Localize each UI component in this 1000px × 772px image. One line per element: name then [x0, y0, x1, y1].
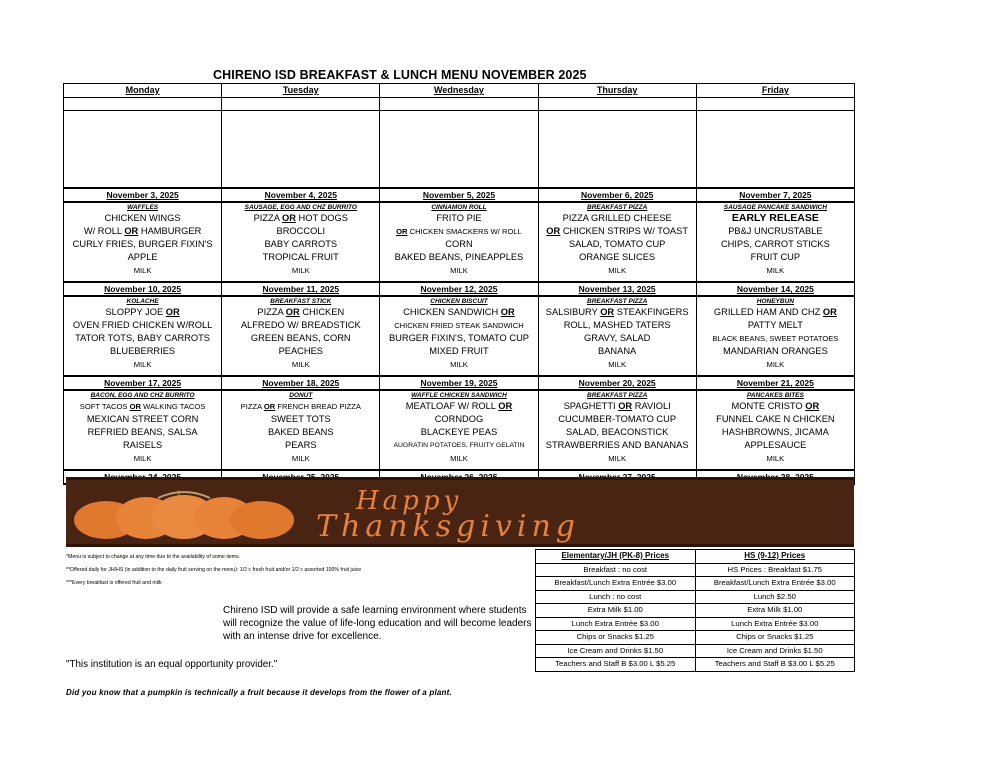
footnote-3: ***Every breakfast is offered fruit and milk	[66, 580, 162, 586]
lunch-item-text: GRILLED HAM AND CHZ	[713, 307, 823, 317]
or-label: OR	[546, 226, 561, 236]
lunch-item-text: BROCCOLI	[276, 226, 326, 236]
price-cell: Teachers and Staff B $3.00 L $5.25	[695, 658, 855, 672]
lunch-item	[380, 426, 537, 439]
prices-header: HS (9-12) Prices	[695, 550, 855, 564]
blank-cell	[222, 111, 380, 189]
lunch-item-text: SALSIBURY	[545, 307, 601, 317]
lunch-item-text: WALKING TACOS	[140, 402, 206, 411]
or-label: OR	[498, 401, 513, 411]
or-label: OR	[285, 307, 300, 317]
breakfast-item: DONUT	[289, 392, 313, 399]
date-cell: November 18, 2025	[222, 376, 380, 390]
date-cell: November 19, 2025	[380, 376, 538, 390]
menu-cell	[538, 202, 696, 282]
lunch-item	[697, 358, 854, 371]
date-row	[64, 282, 855, 296]
blank-row	[64, 98, 855, 111]
menu-items-row	[64, 202, 855, 282]
price-row	[536, 631, 855, 645]
price-cell: Chips or Snacks $1.25	[695, 631, 855, 645]
lunch-item-text: MILK	[450, 454, 468, 463]
price-cell: Ice Cream and Drinks $1.50	[695, 644, 855, 658]
menu-cell	[696, 202, 854, 282]
lunch-item-text: APPLE	[127, 252, 158, 262]
lunch-item-text: FRITO PIE	[436, 213, 482, 223]
menu-cell	[696, 390, 854, 470]
lunch-item	[64, 452, 221, 465]
lunch-item	[697, 400, 854, 413]
or-label: OR	[822, 307, 837, 317]
lunch-item-text: PIZZA GRILLED CHEESE	[562, 213, 672, 223]
price-row	[536, 590, 855, 604]
lunch-item-text: ORANGE SLICES	[579, 252, 656, 262]
or-label: OR	[165, 307, 180, 317]
blank-cell	[64, 111, 222, 189]
menu-table	[63, 83, 855, 485]
menu-cell	[222, 296, 380, 376]
menu-title: CHIRENO ISD BREAKFAST & LUNCH MENU NOVEMBER 2025	[213, 68, 587, 82]
lunch-item	[539, 306, 696, 319]
date-row	[64, 188, 855, 202]
blank-cell	[380, 98, 538, 111]
lunch-item	[697, 251, 854, 264]
lunch-item-text: PEARS	[285, 440, 317, 450]
lunch-item-text: MILK	[608, 266, 627, 275]
lunch-item	[697, 319, 854, 332]
lunch-item	[64, 358, 221, 371]
blank-cell	[696, 98, 854, 111]
lunch-item-text: CORN	[445, 239, 473, 249]
breakfast-item: BREAKFAST PIZZA	[587, 392, 648, 399]
date-cell: November 21, 2025	[696, 376, 854, 390]
day-header-monday: Monday	[64, 84, 222, 98]
banner-line1: Happy	[356, 486, 463, 516]
lunch-item-text: BLACK BEANS, SWEET POTATOES	[712, 334, 839, 343]
breakfast-item: HONEYBUN	[756, 298, 794, 305]
lunch-item-text: PEACHES	[278, 346, 323, 356]
lunch-item	[222, 426, 379, 439]
lunch-item-text: CHICKEN SMACKERS W/ ROLL	[407, 227, 522, 236]
lunch-item-text: BURGER FIXIN'S, TOMATO CUP	[388, 333, 529, 343]
lunch-item	[697, 264, 854, 277]
footnote-2: **Offered daily for JH/HS (in addition to the daily fruit serving on the menu): 1/2 c fresh fruit and/or 1/2 c assorted 100% fruit juice	[66, 567, 362, 573]
lunch-item-text: MANDARIAN ORANGES	[722, 346, 828, 356]
lunch-item-text: PIZZA	[253, 213, 283, 223]
lunch-item	[222, 319, 379, 332]
price-cell: Lunch : no cost	[536, 590, 696, 604]
price-cell: Breakfast : no cost	[536, 563, 696, 577]
lunch-item	[380, 358, 537, 371]
menu-cell	[538, 390, 696, 470]
lunch-item-text: CHICKEN FRIED STEAK SANDWICH	[394, 321, 524, 330]
lunch-item-text: GREEN BEANS, CORN	[250, 333, 351, 343]
date-cell: November 7, 2025	[696, 188, 854, 202]
date-cell: November 14, 2025	[696, 282, 854, 296]
lunch-item-text: CHICKEN WINGS	[104, 213, 181, 223]
breakfast-item: BREAKFAST STICK	[270, 298, 332, 305]
blank-cell	[222, 98, 380, 111]
lunch-item	[64, 345, 221, 358]
lunch-item-text: MILK	[766, 360, 785, 369]
lunch-item-text: MILK	[450, 360, 468, 369]
lunch-item-text: BANANA	[598, 346, 637, 356]
lunch-item-text: CHICKEN SANDWICH	[403, 307, 501, 317]
lunch-item-text: TATOR TOTS, BABY CARROTS	[75, 333, 211, 343]
price-row	[536, 604, 855, 618]
breakfast-item: PANCAKES BITES	[746, 392, 804, 399]
footnotes	[66, 551, 361, 590]
price-row	[536, 577, 855, 591]
or-label: OR	[124, 226, 139, 236]
lunch-item-text: HAMBURGER	[138, 226, 202, 236]
or-label: OR	[129, 402, 141, 411]
blank-cell	[380, 111, 538, 189]
price-cell: Teachers and Staff B $3.00 L $5.25	[536, 658, 696, 672]
lunch-item-text: CURLY FRIES, BURGER FIXIN'S	[72, 239, 213, 249]
price-row	[536, 563, 855, 577]
price-cell: Lunch Extra Entrée $3.00	[536, 617, 696, 631]
price-cell: Extra Milk $1.00	[536, 604, 696, 618]
lunch-item	[64, 426, 221, 439]
lunch-item-text: SOFT TACOS	[79, 402, 130, 411]
lunch-item	[222, 264, 379, 277]
lunch-item	[380, 319, 537, 332]
lunch-item	[64, 413, 221, 426]
lunch-item	[222, 212, 379, 225]
menu-cell	[696, 296, 854, 376]
lunch-item	[697, 332, 854, 345]
price-cell: HS Prices : Breakfast $1.75	[695, 563, 855, 577]
or-label: OR	[618, 401, 633, 411]
lunch-item	[64, 225, 221, 238]
blank-cell	[538, 111, 696, 189]
lunch-item	[380, 212, 537, 225]
price-cell: Chips or Snacks $1.25	[536, 631, 696, 645]
lunch-item-text: STEAKFINGERS	[614, 307, 689, 317]
or-label: OR	[282, 213, 296, 223]
lunch-item	[64, 238, 221, 251]
lunch-item-text: STRAWBERRIES AND BANANAS	[545, 440, 689, 450]
lunch-item	[697, 439, 854, 452]
lunch-item-text: MILK	[291, 266, 310, 275]
breakfast-item: CHICKEN BISCUIT	[430, 298, 488, 305]
lunch-item	[380, 413, 537, 426]
lunch-item	[539, 452, 696, 465]
lunch-item-text: MILK	[766, 454, 785, 463]
lunch-item-text: CHICKEN STRIPS W/ TOAST	[560, 226, 689, 236]
lunch-item-text: MIXED FRUIT	[429, 346, 489, 356]
date-cell: November 6, 2025	[538, 188, 696, 202]
menu-cell	[222, 390, 380, 470]
breakfast-item: CINNAMON ROLL	[431, 204, 487, 211]
lunch-item	[539, 251, 696, 264]
menu-cell	[380, 390, 538, 470]
breakfast-item: BACON, EGG AND CHZ BURRITO	[90, 392, 195, 399]
lunch-item	[539, 345, 696, 358]
price-row	[536, 644, 855, 658]
lunch-item	[64, 251, 221, 264]
date-cell: November 20, 2025	[538, 376, 696, 390]
blank-cell	[696, 111, 854, 189]
day-header-row	[64, 84, 855, 98]
lunch-item-text: MILK	[766, 266, 785, 275]
price-row	[536, 658, 855, 672]
lunch-item-text: RAISELS	[122, 440, 163, 450]
breakfast-item: SAUSAGE, EGG AND CHZ BURRITO	[244, 204, 357, 211]
lunch-item	[539, 319, 696, 332]
lunch-item	[222, 452, 379, 465]
lunch-item	[697, 413, 854, 426]
lunch-item	[539, 212, 696, 225]
lunch-item-text: GRAVY, SALAD	[584, 333, 651, 343]
day-header-friday: Friday	[696, 84, 854, 98]
lunch-item	[539, 225, 696, 238]
lunch-item	[64, 332, 221, 345]
lunch-item-text: PIZZA	[240, 402, 264, 411]
lunch-item-text: CORNDOG	[434, 414, 484, 424]
lunch-item	[64, 212, 221, 225]
lunch-item-text: W/ ROLL	[83, 226, 125, 236]
lunch-item-text: HOT DOGS	[295, 213, 348, 223]
day-header-tuesday: Tuesday	[222, 84, 380, 98]
lunch-item	[64, 439, 221, 452]
date-cell: November 4, 2025	[222, 188, 380, 202]
lunch-item-text: BAKED BEANS, PINEAPPLES	[394, 252, 524, 262]
or-label: OR	[396, 227, 408, 236]
equal-opportunity-statement: "This institution is an equal opportunity provider."	[66, 659, 278, 670]
date-cell: November 11, 2025	[222, 282, 380, 296]
lunch-item-text: MILK	[450, 266, 468, 275]
lunch-item-text: FRUIT CUP	[750, 252, 801, 262]
day-header-wednesday: Wednesday	[380, 84, 538, 98]
menu-cell	[64, 296, 222, 376]
lunch-item	[697, 426, 854, 439]
lunch-item-text: SPAGHETTI	[563, 401, 619, 411]
lunch-item-text: SWEET TOTS	[270, 414, 331, 424]
lunch-item-text: MILK	[608, 360, 627, 369]
lunch-item	[380, 400, 537, 413]
lunch-item	[380, 439, 537, 452]
lunch-item-text: FUNNEL CAKE N CHICKEN	[716, 414, 835, 424]
lunch-item	[222, 439, 379, 452]
or-label: OR	[805, 401, 820, 411]
breakfast-item: BREAKFAST PIZZA	[587, 204, 648, 211]
lunch-item-text: RAVIOLI	[632, 401, 671, 411]
menu-cell	[380, 296, 538, 376]
lunch-item-text: MILK	[608, 454, 627, 463]
lunch-item-text: SALAD, BEACONSTICK	[566, 427, 669, 437]
lunch-item-text: CHIPS, CARROT STICKS	[720, 239, 830, 249]
lunch-item	[539, 413, 696, 426]
lunch-item-text: OVEN FRIED CHICKEN W/ROLL	[72, 320, 213, 330]
lunch-item-text: TROPICAL FRUIT	[262, 252, 339, 262]
menu-cell	[64, 202, 222, 282]
breakfast-item: WAFFLE CHICKEN SANDWICH	[411, 392, 507, 399]
breakfast-item: SAUSAGE PANCAKE SANDWICH	[723, 204, 827, 211]
prices-header-row	[536, 550, 855, 564]
or-label: OR	[263, 402, 276, 411]
lunch-item	[697, 238, 854, 251]
or-label: OR	[600, 307, 615, 317]
menu-cell	[538, 296, 696, 376]
lunch-item-text: PB&J UNCRUSTABLE	[728, 226, 823, 236]
lunch-item-text: SALAD, TOMATO CUP	[568, 239, 666, 249]
menu-items-row	[64, 390, 855, 470]
lunch-item	[222, 400, 379, 413]
lunch-item	[380, 345, 537, 358]
menu-cell	[64, 390, 222, 470]
lunch-item	[380, 452, 537, 465]
blank-cell	[64, 98, 222, 111]
breakfast-item: BREAKFAST PIZZA	[587, 298, 648, 305]
date-cell: November 13, 2025	[538, 282, 696, 296]
lunch-item	[539, 439, 696, 452]
lunch-item	[380, 306, 537, 319]
price-cell: Breakfast/Lunch Extra Entrée $3.00	[536, 577, 696, 591]
lunch-item-text: REFRIED BEANS, SALSA	[87, 427, 198, 437]
lunch-item	[64, 319, 221, 332]
lunch-item-text: MEXICAN STREET CORN	[86, 414, 199, 424]
price-cell: Extra Milk $1.00	[695, 604, 855, 618]
breakfast-item: KOLACHE	[126, 298, 159, 305]
lunch-item	[64, 264, 221, 277]
lunch-item	[539, 358, 696, 371]
lunch-item	[222, 413, 379, 426]
pumpkin-icon	[74, 490, 294, 539]
lunch-item	[697, 212, 854, 225]
lunch-item	[380, 238, 537, 251]
lunch-item	[64, 400, 221, 413]
thanksgiving-banner	[66, 477, 854, 547]
fun-fact: Did you know that a pumpkin is technically a fruit because it develops from the flower of a plant.	[66, 688, 452, 697]
lunch-item	[539, 426, 696, 439]
date-row	[64, 376, 855, 390]
lunch-item-text: ALFREDO W/ BREADSTICK	[240, 320, 361, 330]
lunch-item	[380, 264, 537, 277]
price-cell: Lunch $2.50	[695, 590, 855, 604]
mission-statement: Chireno ISD will provide a safe learning environment where students will recognize the value of life-long education and will become leaders with an intense drive for excellence.	[223, 605, 532, 642]
blank-row	[64, 111, 855, 189]
lunch-item-text: PATTY MELT	[747, 320, 803, 330]
prices-table	[535, 549, 855, 672]
lunch-item	[539, 238, 696, 251]
lunch-item	[697, 225, 854, 238]
lunch-item	[222, 251, 379, 264]
lunch-item-text: MILK	[291, 360, 310, 369]
lunch-item-text: MILK	[291, 454, 310, 463]
lunch-item-text: ROLL, MASHED TATERS	[563, 320, 671, 330]
lunch-item-text: MILK	[133, 360, 152, 369]
date-cell: November 5, 2025	[380, 188, 538, 202]
prices-header: Elementary/JH (PK-8) Prices	[536, 550, 696, 564]
lunch-item	[222, 225, 379, 238]
day-header-thursday: Thursday	[538, 84, 696, 98]
lunch-item-text: SLOPPY JOE	[105, 307, 166, 317]
lunch-item	[380, 332, 537, 345]
menu-cell	[380, 202, 538, 282]
lunch-item	[380, 225, 537, 238]
lunch-item-text: BLACKEYE PEAS	[420, 427, 498, 437]
blank-cell	[538, 98, 696, 111]
menu-cell	[222, 202, 380, 282]
lunch-item-text: BABY CARROTS	[264, 239, 338, 249]
lunch-item-text: BLUEBERRIES	[110, 346, 176, 356]
lunch-item	[222, 332, 379, 345]
lunch-item	[380, 251, 537, 264]
lunch-item-text: BAKED BEANS	[267, 427, 334, 437]
lunch-item-text: EARLY RELEASE	[731, 212, 819, 224]
date-cell: November 12, 2025	[380, 282, 538, 296]
lunch-item	[222, 345, 379, 358]
lunch-item-text: MONTE CRISTO	[731, 401, 806, 411]
lunch-item-text: APPLESAUCE	[744, 440, 807, 450]
lunch-item	[697, 306, 854, 319]
lunch-item	[222, 306, 379, 319]
lunch-item	[222, 358, 379, 371]
lunch-item-text: CHICKEN	[299, 307, 345, 317]
menu-items-row	[64, 296, 855, 376]
lunch-item-text: HASHBROWNS, JICAMA	[721, 427, 829, 437]
lunch-item-text: MILK	[133, 266, 152, 275]
lunch-item	[539, 400, 696, 413]
price-row	[536, 617, 855, 631]
price-cell: Lunch Extra Entrée $3.00	[695, 617, 855, 631]
price-cell: Ice Cream and Drinks $1.50	[536, 644, 696, 658]
breakfast-item: WAFFLES	[127, 204, 159, 211]
lunch-item	[697, 452, 854, 465]
lunch-item	[697, 345, 854, 358]
date-cell: November 3, 2025	[64, 188, 222, 202]
lunch-item	[222, 238, 379, 251]
thanksgiving-banner-art	[66, 480, 854, 544]
lunch-item-text: MEATLOAF W/ ROLL	[405, 401, 499, 411]
footnote-1: *Menu is subject to change at any time due to the availability of some items.	[66, 554, 241, 560]
lunch-item-text: CUCUMBER-TOMATO CUP	[558, 414, 677, 424]
lunch-item	[64, 306, 221, 319]
lunch-item-text: FRENCH BREAD PIZZA	[275, 402, 361, 411]
lunch-item-text: MILK	[133, 454, 152, 463]
date-cell: November 17, 2025	[64, 376, 222, 390]
or-label: OR	[500, 307, 515, 317]
price-cell: Breakfast/Lunch Extra Entrée $3.00	[695, 577, 855, 591]
lunch-item-text: AUGRATIN POTATOES, FRUITY GELATIN	[393, 442, 525, 449]
lunch-item	[539, 332, 696, 345]
lunch-item-text: PIZZA	[257, 307, 286, 317]
banner-line2: Thanksgiving	[316, 509, 580, 544]
lunch-item	[539, 264, 696, 277]
date-cell: November 10, 2025	[64, 282, 222, 296]
